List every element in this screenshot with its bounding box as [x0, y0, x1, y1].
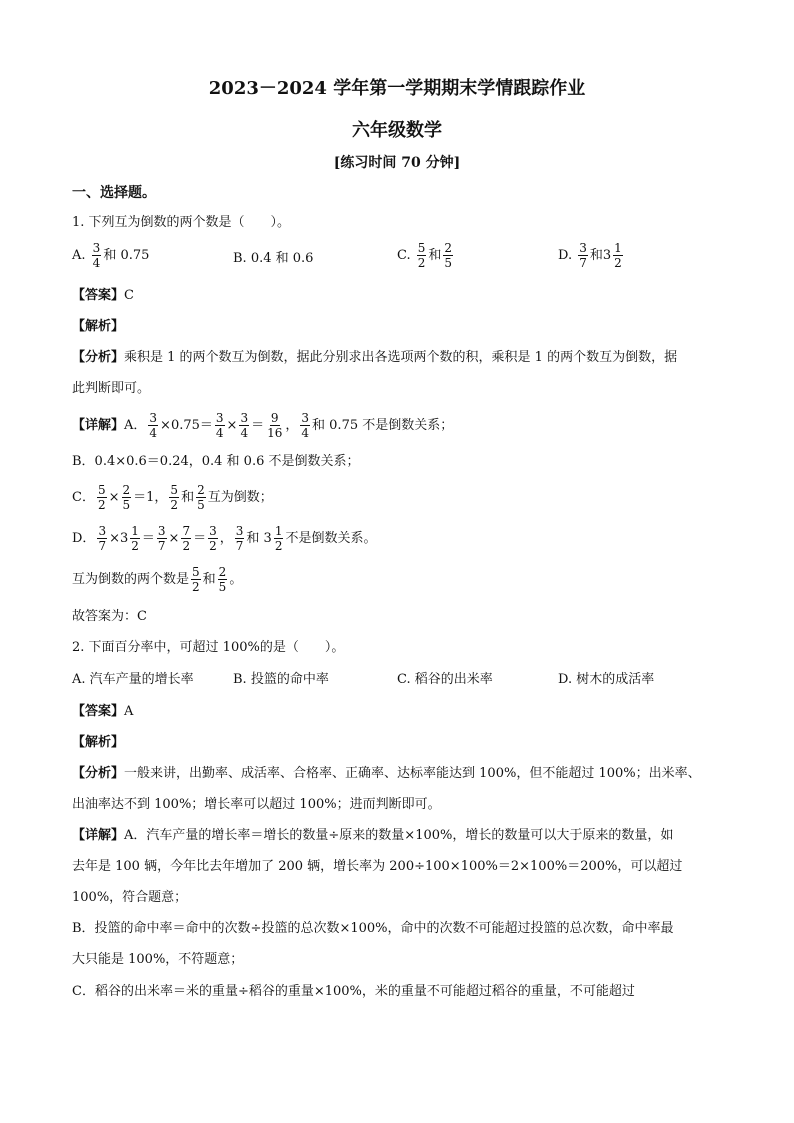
fraction-denominator: 16 [267, 425, 283, 440]
fraction [208, 525, 218, 552]
detail-line: 【详解】A．汽车产量的增长率＝增长的数量÷原来的数量×100%，增长的数量可以大于原来的数量，如 [72, 828, 674, 843]
fraction-numerator: 1 [614, 241, 622, 255]
analysis-line: 出油率达不到 100%；增长率可以超过 100%；进而判断即可。 [72, 797, 441, 812]
fraction-numerator: 2 [197, 482, 205, 497]
fraction-denominator: 5 [122, 497, 131, 512]
fraction-denominator: 2 [274, 538, 283, 553]
analysis-heading: 【解析】 [72, 319, 125, 334]
fraction [169, 484, 179, 511]
fraction-numerator: 3 [215, 410, 224, 425]
fraction-numerator: 5 [97, 482, 106, 497]
fraction-denominator: 2 [209, 538, 217, 553]
fraction [122, 484, 132, 511]
fraction-denominator: 4 [301, 425, 310, 440]
fraction-numerator: 3 [157, 523, 166, 538]
fraction-numerator: 3 [301, 410, 310, 425]
fraction [274, 525, 284, 552]
fraction [239, 412, 249, 439]
detail-line: B．投篮的命中率＝命中的次数÷投篮的总次数×100%，命中的次数不可能超过投篮的总次数，命中率最 [72, 921, 674, 936]
option-d: D. $\frac{3}{7}$ 和 3 $\frac{1}{2}$ [558, 241, 622, 270]
fraction [181, 525, 191, 552]
option-b: B. 投篮的命中率 [233, 672, 329, 687]
fraction-numerator: 5 [170, 482, 179, 497]
fraction-numerator: 3 [579, 241, 587, 255]
detail-line: 100%，符合题意； [72, 890, 188, 905]
question-1-stem: 1. 下列互为倒数的两个数是（ ）。 [72, 215, 291, 230]
fraction-numerator: 2 [122, 482, 131, 497]
analysis-heading: 【解析】 [72, 735, 125, 750]
fraction-numerator: 3 [149, 410, 158, 425]
fraction [417, 242, 427, 269]
fraction-denominator: 5 [197, 497, 205, 512]
fraction [157, 525, 167, 552]
detail-line-a: 【详解】 A． $\frac{3}{4}$ ×0.75＝ $\frac{3}{4}$ × $\frac{3}{4}$ ＝ $\frac{9}{16}$ ， $\frac{3}{4}$ 和 0.75 不是倒数关系； [72, 410, 454, 440]
fraction-numerator: 3 [235, 523, 244, 538]
option-c: C. 稻谷的出米率 [397, 672, 493, 687]
fraction [266, 412, 283, 439]
document-title: 2023－2024 学年第一学期期末学情跟踪作业 [208, 78, 586, 99]
detail-line: 大只能是 100%，不符题意； [72, 952, 244, 967]
fraction-denominator: 5 [444, 256, 453, 270]
fraction [613, 242, 623, 269]
option-c: C. $\frac{5}{2}$ 和 $\frac{2}{5}$ [397, 241, 453, 270]
answer-line: 【答案】A [72, 704, 134, 719]
fraction [97, 525, 107, 552]
document-subtitle: 六年级数学 [352, 120, 442, 141]
fraction [196, 484, 206, 511]
fraction [97, 484, 107, 511]
fraction-numerator: 3 [240, 410, 249, 425]
section-heading: 一、选择题。 [72, 185, 156, 201]
fraction-denominator: 4 [92, 256, 101, 270]
fraction [215, 412, 225, 439]
fraction-numerator: 5 [192, 564, 200, 579]
fraction-numerator: 1 [131, 523, 139, 538]
fraction [300, 412, 310, 439]
detail-line: 去年是 100 辆，今年比去年增加了 200 辆，增长率为 200÷100×100%＝2×100%＝200%，可以超过 [72, 859, 683, 874]
conclusion-line: 互为倒数的两个数是 $\frac{5}{2}$ 和 $\frac{2}{5}$ 。 [72, 564, 243, 594]
option-a: A. 汽车产量的增长率 [72, 672, 194, 687]
fraction-denominator: 2 [192, 579, 200, 594]
detail-line-c: C． $\frac{5}{2}$ × $\frac{2}{5}$ ＝1， $\frac{5}{2}$ 和 $\frac{2}{5}$ 互为倒数； [72, 482, 273, 512]
fraction [235, 525, 245, 552]
fraction-numerator: 3 [209, 523, 217, 538]
option-d: D. 树木的成活率 [558, 672, 655, 687]
fraction-denominator: 2 [182, 538, 191, 553]
detail-line-b: B．0.4×0.6＝0.24，0.4 和 0.6 不是倒数关系； [72, 454, 360, 469]
fraction-numerator: 1 [274, 523, 283, 538]
fraction-denominator: 4 [149, 425, 158, 440]
fraction-numerator: 2 [218, 564, 227, 579]
fraction-denominator: 2 [417, 256, 426, 270]
detail-line: C．稻谷的出米率＝米的重量÷稻谷的重量×100%，米的重量不可能超过稻谷的重量，不可能超过 [72, 984, 635, 999]
analysis-line: 此判断即可。 [72, 381, 151, 396]
fraction-numerator: 3 [92, 241, 101, 255]
fraction-denominator: 5 [218, 579, 227, 594]
fraction [218, 566, 228, 593]
fraction [148, 412, 158, 439]
question-1-options [72, 240, 722, 276]
fraction [92, 242, 102, 269]
answer-line: 【答案】C [72, 288, 134, 303]
fraction-denominator: 7 [157, 538, 166, 553]
fraction-numerator: 5 [417, 241, 426, 255]
fraction-denominator: 4 [240, 425, 249, 440]
option-a: A. $\frac{3}{4}$ 和 0.75 [72, 241, 150, 270]
option-b: B. 0.4 和 0.6 [233, 251, 314, 266]
fraction-denominator: 2 [170, 497, 179, 512]
question-2-stem: 2. 下面百分率中，可超过 100%的是（ ）。 [72, 640, 345, 655]
fraction-denominator: 2 [131, 538, 139, 553]
fraction-numerator: 9 [270, 410, 279, 425]
fraction-numerator: 2 [444, 241, 453, 255]
final-answer-line: 故答案为：C [72, 609, 147, 624]
fraction-denominator: 2 [614, 256, 622, 270]
fraction [443, 242, 453, 269]
fraction-denominator: 7 [235, 538, 244, 553]
fraction [130, 525, 140, 552]
fraction-denominator: 2 [97, 497, 106, 512]
fraction-numerator: 3 [98, 523, 107, 538]
time-note: [练习时间 70 分钟] [333, 155, 461, 171]
analysis-line: 【分析】一般来讲，出勤率、成活率、合格率、正确率、达标率能达到 100%，但不能超过 100%；出米率、 [72, 766, 701, 781]
fraction [578, 242, 588, 269]
fraction-denominator: 4 [215, 425, 224, 440]
fraction-numerator: 7 [182, 523, 191, 538]
detail-line-d: D． $\frac{3}{7}$ ×3 $\frac{1}{2}$ ＝ $\frac{3}{7}$ × $\frac{7}{2}$ ＝ $\frac{3}{2}$ ， $\frac{3}{7}$ 和 3 $\frac{1}{2}$ 不是倒数关系。 [72, 523, 377, 553]
question-2-options [72, 673, 722, 689]
fraction-denominator: 7 [579, 256, 587, 270]
fraction [191, 566, 201, 593]
fraction-denominator: 7 [98, 538, 107, 553]
analysis-line: 【分析】乘积是 1 的两个数互为倒数，据此分别求出各选项两个数的积，乘积是 1 的两个数互为倒数，据 [72, 350, 678, 365]
